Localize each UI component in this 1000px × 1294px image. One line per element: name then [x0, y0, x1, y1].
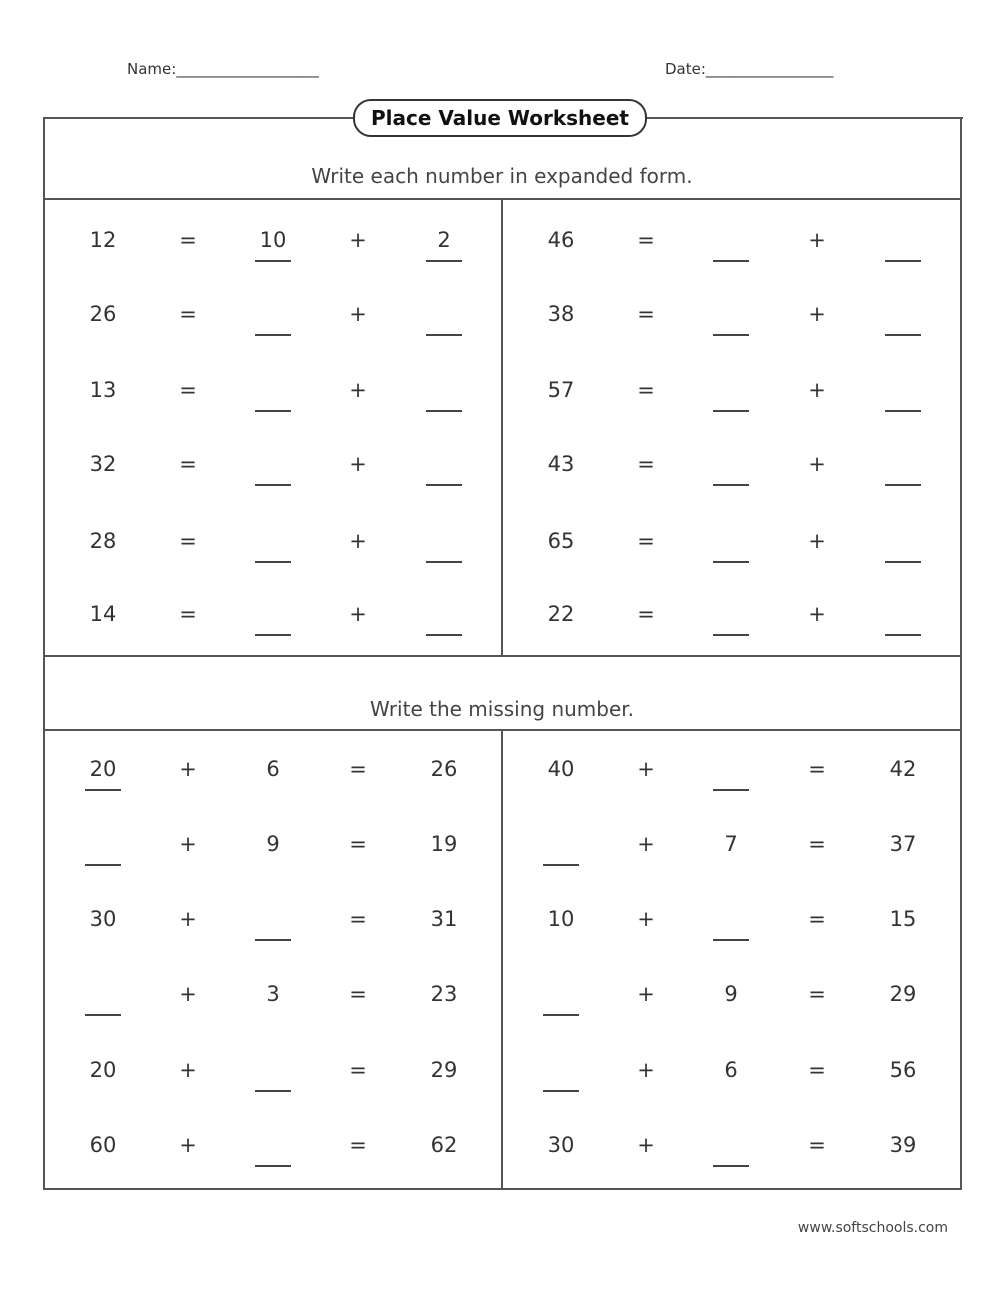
number: 22	[547, 602, 575, 626]
equals-sign: =	[637, 452, 655, 476]
answer-blank-line[interactable]	[85, 1014, 121, 1016]
addend: 7	[724, 832, 738, 856]
equals-sign: =	[808, 832, 826, 856]
sum: 23	[430, 982, 458, 1006]
plus-sign: +	[637, 907, 655, 931]
sum: 42	[889, 757, 917, 781]
addend: 9	[724, 982, 738, 1006]
answer-blank-line[interactable]	[426, 260, 462, 262]
equals-sign: =	[179, 452, 197, 476]
plus-sign: +	[179, 832, 197, 856]
answer-blank-line[interactable]	[713, 260, 749, 262]
sum: 62	[430, 1133, 458, 1157]
number: 43	[547, 452, 575, 476]
tens-answer[interactable]: 10	[259, 228, 287, 252]
number: 65	[547, 529, 575, 553]
equals-sign: =	[637, 529, 655, 553]
date-label: Date:	[665, 60, 706, 78]
plus-sign: +	[349, 529, 367, 553]
plus-sign: +	[808, 378, 826, 402]
equals-sign: =	[179, 529, 197, 553]
name-blank: ___________________	[176, 60, 319, 78]
sum: 15	[889, 907, 917, 931]
plus-sign: +	[349, 452, 367, 476]
number: 26	[89, 302, 117, 326]
answer-blank-line[interactable]	[713, 334, 749, 336]
addend: 30	[547, 1133, 575, 1157]
plus-sign: +	[349, 378, 367, 402]
plus-sign: +	[637, 1133, 655, 1157]
equals-sign: =	[349, 907, 367, 931]
name-label: Name:	[127, 60, 177, 78]
addend: 10	[547, 907, 575, 931]
sum: 29	[889, 982, 917, 1006]
equals-sign: =	[349, 982, 367, 1006]
answer-blank-line[interactable]	[713, 634, 749, 636]
answer-blank-line[interactable]	[426, 634, 462, 636]
equals-sign: =	[808, 1133, 826, 1157]
number: 14	[89, 602, 117, 626]
sum: 56	[889, 1058, 917, 1082]
answer-blank-line[interactable]	[885, 260, 921, 262]
answer-blank-line[interactable]	[255, 939, 291, 941]
answer-blank-line[interactable]	[255, 1090, 291, 1092]
addend: 20	[89, 1058, 117, 1082]
answer-blank-line[interactable]	[713, 410, 749, 412]
frame-right	[960, 117, 962, 1190]
equals-sign: =	[349, 757, 367, 781]
addend: 3	[266, 982, 280, 1006]
section1-instruction: Write each number in expanded form.	[311, 164, 693, 188]
plus-sign: +	[808, 228, 826, 252]
plus-sign: +	[637, 832, 655, 856]
answer-blank-line[interactable]	[255, 1165, 291, 1167]
plus-sign: +	[808, 529, 826, 553]
plus-sign: +	[179, 1133, 197, 1157]
date-field[interactable]	[665, 60, 833, 78]
number: 57	[547, 378, 575, 402]
number: 12	[89, 228, 117, 252]
answer-blank-line[interactable]	[713, 1165, 749, 1167]
equals-sign: =	[349, 1058, 367, 1082]
answer-blank-line[interactable]	[255, 561, 291, 563]
answer-blank-line[interactable]	[85, 864, 121, 866]
plus-sign: +	[349, 602, 367, 626]
answer-blank-line[interactable]	[255, 634, 291, 636]
answer-blank-line[interactable]	[713, 484, 749, 486]
plus-sign: +	[349, 228, 367, 252]
equals-sign: =	[808, 982, 826, 1006]
column-divider	[501, 730, 503, 1189]
equals-sign: =	[808, 907, 826, 931]
date-blank: _________________	[705, 60, 834, 78]
plus-sign: +	[179, 1058, 197, 1082]
plus-sign: +	[637, 1058, 655, 1082]
addend: 6	[724, 1058, 738, 1082]
section2-instruction: Write the missing number.	[369, 697, 635, 721]
sum: 29	[430, 1058, 458, 1082]
answer-blank-line[interactable]	[543, 864, 579, 866]
answer-blank-line[interactable]	[85, 789, 121, 791]
answer-blank-line[interactable]	[713, 561, 749, 563]
number: 32	[89, 452, 117, 476]
page-title: Place Value Worksheet	[353, 99, 647, 137]
answer-blank-line[interactable]	[426, 334, 462, 336]
answer-blank-line[interactable]	[426, 484, 462, 486]
addend-answer[interactable]: 20	[89, 757, 117, 781]
equals-sign: =	[349, 832, 367, 856]
frame-left	[43, 117, 45, 1190]
plus-sign: +	[637, 982, 655, 1006]
footer-url: www.softschools.com	[797, 1220, 948, 1236]
answer-blank-line[interactable]	[713, 939, 749, 941]
plus-sign: +	[808, 302, 826, 326]
plus-sign: +	[637, 757, 655, 781]
addend: 6	[266, 757, 280, 781]
number: 28	[89, 529, 117, 553]
sum: 37	[889, 832, 917, 856]
equals-sign: =	[349, 1133, 367, 1157]
number: 46	[547, 228, 575, 252]
addend: 30	[89, 907, 117, 931]
equals-sign: =	[179, 228, 197, 252]
plus-sign: +	[808, 602, 826, 626]
number: 13	[89, 378, 117, 402]
name-field[interactable]	[127, 60, 319, 78]
answer-blank-line[interactable]	[426, 410, 462, 412]
addend: 60	[89, 1133, 117, 1157]
answer-blank-line[interactable]	[426, 561, 462, 563]
answer-blank-line[interactable]	[885, 634, 921, 636]
answer-blank-line[interactable]	[885, 410, 921, 412]
answer-blank-line[interactable]	[885, 561, 921, 563]
addend: 40	[547, 757, 575, 781]
plus-sign: +	[808, 452, 826, 476]
equals-sign: =	[179, 302, 197, 326]
plus-sign: +	[349, 302, 367, 326]
answer-blank-line[interactable]	[885, 334, 921, 336]
equals-sign: =	[637, 302, 655, 326]
equals-sign: =	[808, 1058, 826, 1082]
answer-blank-line[interactable]	[543, 1014, 579, 1016]
answer-blank-line[interactable]	[255, 484, 291, 486]
answer-blank-line[interactable]	[255, 410, 291, 412]
sum: 31	[430, 907, 458, 931]
equals-sign: =	[637, 602, 655, 626]
plus-sign: +	[179, 757, 197, 781]
equals-sign: =	[637, 228, 655, 252]
plus-sign: +	[179, 982, 197, 1006]
sum: 26	[430, 757, 458, 781]
equals-sign: =	[808, 757, 826, 781]
column-divider	[501, 199, 503, 656]
plus-sign: +	[179, 907, 197, 931]
sum: 39	[889, 1133, 917, 1157]
answer-blank-line[interactable]	[543, 1090, 579, 1092]
number: 38	[547, 302, 575, 326]
equals-sign: =	[179, 378, 197, 402]
equals-sign: =	[637, 378, 655, 402]
sum: 19	[430, 832, 458, 856]
answer-blank-line[interactable]	[255, 334, 291, 336]
ones-answer[interactable]: 2	[437, 228, 451, 252]
equals-sign: =	[179, 602, 197, 626]
answer-blank-line[interactable]	[885, 484, 921, 486]
answer-blank-line[interactable]	[713, 789, 749, 791]
answer-blank-line[interactable]	[255, 260, 291, 262]
addend: 9	[266, 832, 280, 856]
